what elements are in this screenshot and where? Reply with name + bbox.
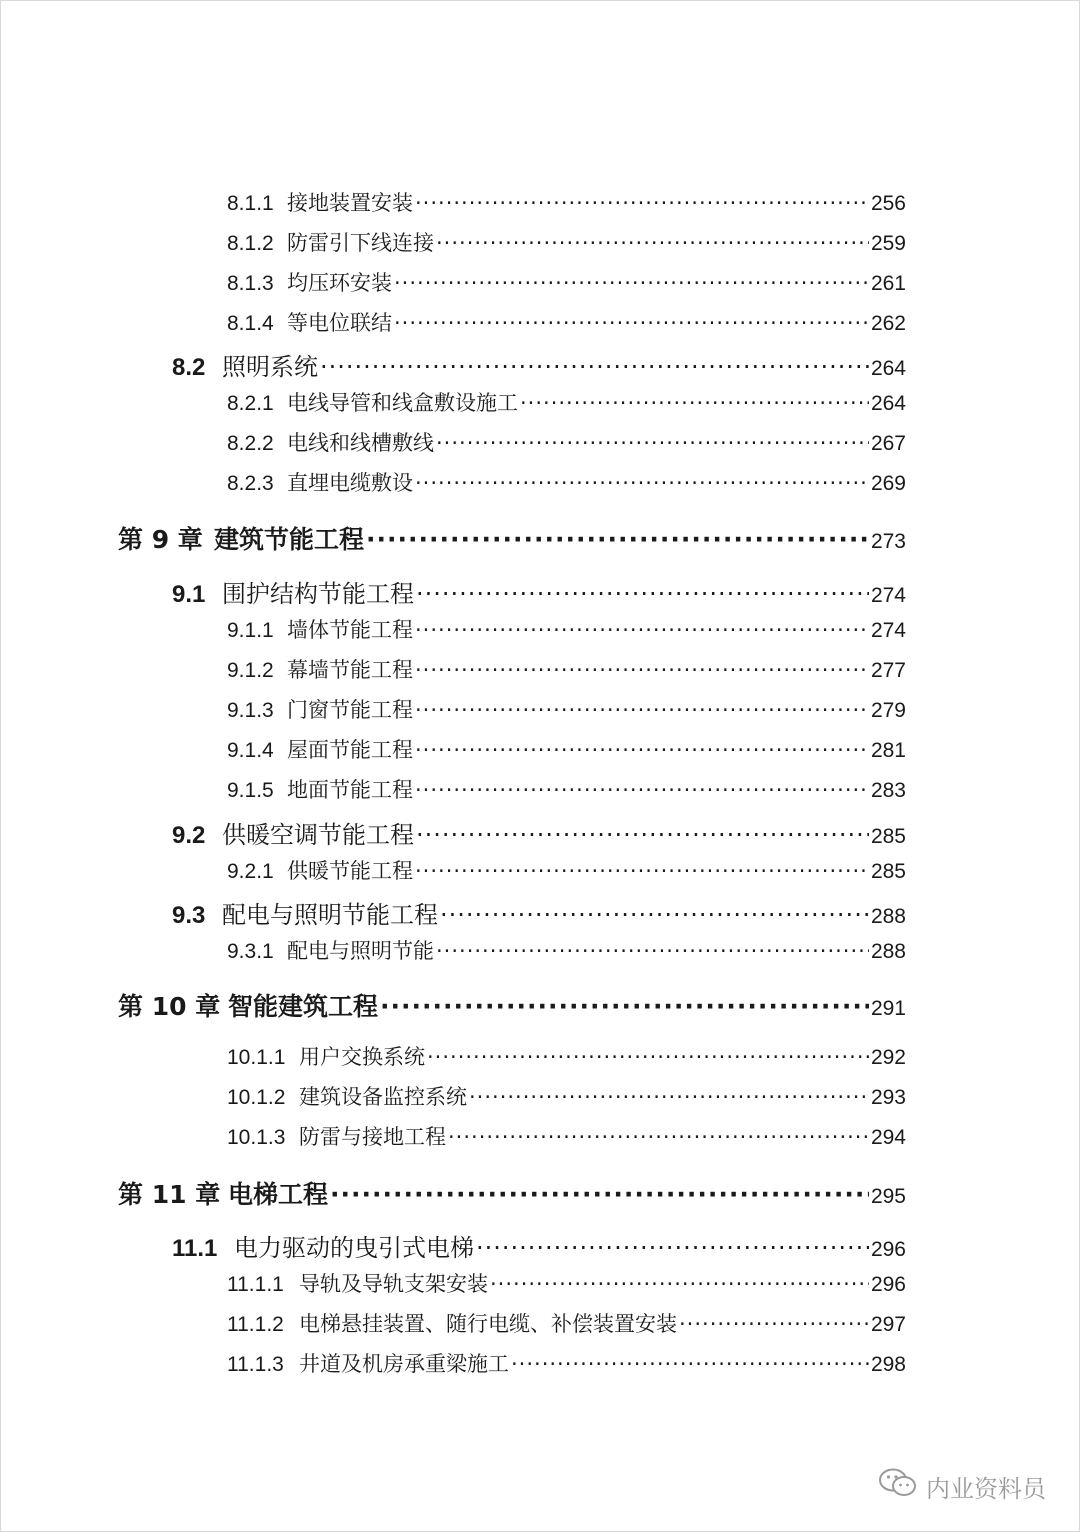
toc-entry-number: 9.1.2: [227, 659, 274, 682]
toc-entry-number: 9.3: [172, 902, 206, 929]
toc-entry-number: 8.1.1: [227, 192, 274, 215]
dot-leader: [330, 1180, 869, 1209]
toc-entry-page: 296: [870, 1238, 906, 1261]
toc-entry-number: 第 9 章: [118, 525, 203, 554]
toc-entry-title: 电力驱动的曳引式电梯: [234, 1234, 474, 1262]
toc-entry-title: 电梯工程: [228, 1180, 329, 1209]
toc-entry[interactable]: [227, 307, 906, 337]
toc-entry[interactable]: [227, 1041, 906, 1071]
toc-entry-number: 11.1.1: [227, 1273, 284, 1296]
toc-entry[interactable]: [227, 467, 906, 497]
dot-leader: [436, 231, 869, 255]
toc-entry-number: 10.1.3: [227, 1126, 286, 1149]
toc-entry[interactable]: [227, 694, 906, 724]
toc-entry-title: 导轨及导轨支架安装: [299, 1272, 488, 1296]
dot-leader: [415, 738, 869, 762]
dot-leader: [394, 271, 869, 295]
toc-entry-number: 9.1.4: [227, 739, 274, 762]
dot-leader: [320, 353, 869, 381]
toc-entry-number: 9.1: [172, 581, 206, 608]
toc-entry-number: 第 10 章: [118, 992, 221, 1021]
toc-entry-page: 259: [870, 232, 906, 255]
toc-entry-title: 均压环安装: [287, 271, 392, 295]
toc-entry-number: 8.1.2: [227, 232, 274, 255]
toc-entry[interactable]: [227, 1081, 906, 1111]
toc-entry-page: 274: [870, 619, 906, 642]
dot-leader: [679, 1312, 869, 1336]
toc-entry-title: 建筑设备监控系统: [299, 1085, 467, 1109]
toc-entry-title: 智能建筑工程: [228, 992, 379, 1021]
toc-entry-title: 电线和线槽敷线: [287, 431, 434, 455]
toc-entry[interactable]: [227, 855, 906, 885]
watermark-text: 内业资料员: [926, 1474, 1046, 1503]
toc-entry-number: 8.2: [172, 354, 206, 381]
dot-leader: [476, 1234, 869, 1262]
toc-entry-page: 295: [870, 1185, 906, 1208]
toc-entry[interactable]: [118, 987, 906, 1023]
toc-entry-title: 等电位联结: [287, 311, 392, 335]
toc-entry-page: 293: [870, 1086, 906, 1109]
toc-entry-number: 8.2.1: [227, 392, 274, 415]
toc-entry-number: 9.1.1: [227, 619, 274, 642]
dot-leader: [415, 658, 869, 682]
toc-entry-title: 墙体节能工程: [287, 618, 413, 642]
toc-entry-page: 281: [870, 739, 906, 762]
toc-entry[interactable]: [227, 387, 906, 417]
toc-entry-page: 267: [870, 432, 906, 455]
toc-entry-number: 9.2.1: [227, 860, 274, 883]
toc-entry-number: 11.1: [172, 1235, 218, 1262]
toc-entry-page: 277: [870, 659, 906, 682]
dot-leader: [440, 901, 869, 929]
toc-entry-page: 274: [870, 584, 906, 607]
toc-entry[interactable]: [227, 654, 906, 684]
toc-entry[interactable]: [227, 614, 906, 644]
toc-entry-number: 11.1.3: [227, 1353, 284, 1376]
toc-entry-page: 261: [870, 272, 906, 295]
dot-leader: [416, 580, 869, 608]
toc-entry-page: 288: [870, 940, 906, 963]
toc-entry-page: 285: [870, 860, 906, 883]
toc-entry[interactable]: [227, 1268, 906, 1298]
toc-entry[interactable]: [227, 427, 906, 457]
dot-leader: [520, 391, 869, 415]
toc-entry-number: 8.2.3: [227, 472, 274, 495]
toc-entry-number: 8.1.3: [227, 272, 274, 295]
toc-entry-title: 屋面节能工程: [287, 738, 413, 762]
toc-entry-page: 285: [870, 825, 906, 848]
toc-entry-title: 门窗节能工程: [287, 698, 413, 722]
dot-leader: [415, 859, 869, 883]
dot-leader: [394, 311, 869, 335]
toc-entry-title: 幕墙节能工程: [287, 658, 413, 682]
dot-leader: [416, 821, 869, 849]
toc-entry[interactable]: [227, 1348, 906, 1378]
toc-entry[interactable]: [227, 734, 906, 764]
toc-entry-number: 10.1.1: [227, 1046, 286, 1069]
toc-entry[interactable]: [172, 895, 906, 930]
toc-entry-page: 262: [870, 312, 906, 335]
toc-entry-page: 279: [870, 699, 906, 722]
toc-entry-page: 291: [870, 997, 906, 1020]
dot-leader: [436, 431, 869, 455]
toc-entry-page: 273: [870, 530, 906, 553]
toc-entry-number: 8.2.2: [227, 432, 274, 455]
dot-leader: [415, 618, 869, 642]
dot-leader: [511, 1352, 869, 1376]
toc-entry-page: 269: [870, 472, 906, 495]
toc-entry-title: 井道及机房承重梁施工: [299, 1352, 509, 1376]
dot-leader: [415, 698, 869, 722]
toc-entry-page: 256: [870, 192, 906, 215]
dot-leader: [366, 525, 869, 554]
toc-entry-title: 配电与照明节能工程: [222, 901, 438, 929]
toc-entry[interactable]: [172, 574, 906, 609]
toc-entry[interactable]: [172, 815, 906, 850]
dot-leader: [415, 778, 869, 802]
toc-entry-number: 11.1.2: [227, 1313, 284, 1336]
toc-entry-title: 防雷与接地工程: [299, 1125, 446, 1149]
toc-entry-title: 直埋电缆敷设: [287, 471, 413, 495]
watermark: [878, 1467, 1046, 1505]
dot-leader: [469, 1085, 869, 1109]
toc-entry-title: 供暖节能工程: [287, 859, 413, 883]
toc-entry-title: 地面节能工程: [287, 778, 413, 802]
toc-entry-page: 264: [870, 392, 906, 415]
dot-leader: [415, 471, 869, 495]
toc-entry[interactable]: [118, 1175, 906, 1211]
toc-entry[interactable]: [172, 347, 906, 382]
toc-entry-page: 297: [870, 1313, 906, 1336]
toc-entry-title: 接地装置安装: [287, 191, 413, 215]
toc-entry-number: 8.1.4: [227, 312, 274, 335]
dot-leader: [427, 1045, 869, 1069]
wechat-icon: [878, 1467, 918, 1505]
toc-entry-number: 9.2: [172, 822, 206, 849]
toc-entry-page: 264: [870, 357, 906, 380]
dot-leader: [380, 992, 869, 1021]
toc-entry-title: 供暖空调节能工程: [222, 821, 414, 849]
toc-entry[interactable]: [172, 1228, 906, 1263]
toc-entry-title: 用户交换系统: [299, 1045, 425, 1069]
toc-entry-number: 10.1.2: [227, 1086, 286, 1109]
toc-entry[interactable]: [227, 935, 906, 965]
toc-entry[interactable]: [118, 520, 906, 556]
toc-entry-page: 298: [870, 1353, 906, 1376]
toc-entry-title: 围护结构节能工程: [222, 580, 414, 608]
toc-entry-page: 283: [870, 779, 906, 802]
toc-entry-title: 电线导管和线盒敷设施工: [287, 391, 518, 415]
toc-entry-page: 292: [870, 1046, 906, 1069]
toc-entry-number: 第 11 章: [118, 1180, 221, 1209]
toc-entry[interactable]: [227, 267, 906, 297]
toc-entry[interactable]: [227, 1308, 906, 1338]
dot-leader: [415, 191, 869, 215]
toc-entry[interactable]: [227, 227, 906, 257]
toc-entry-title: 配电与照明节能: [287, 939, 434, 963]
toc-entry-number: 9.1.5: [227, 779, 274, 802]
toc-entry[interactable]: [227, 187, 906, 217]
toc-entry-title: 建筑节能工程: [214, 525, 365, 554]
dot-leader: [436, 939, 869, 963]
toc-entry-title: 电梯悬挂装置、随行电缆、补偿装置安装: [299, 1312, 677, 1336]
toc-entry-page: 288: [870, 905, 906, 928]
toc-entry[interactable]: [227, 1121, 906, 1151]
toc-entry-page: 296: [870, 1273, 906, 1296]
toc-entry-title: 照明系统: [222, 353, 318, 381]
toc-entry-page: 294: [870, 1126, 906, 1149]
toc-entry-number: 9.1.3: [227, 699, 274, 722]
dot-leader: [490, 1272, 869, 1296]
toc-entry-title: 防雷引下线连接: [287, 231, 434, 255]
toc-entry[interactable]: [227, 774, 906, 804]
dot-leader: [448, 1125, 869, 1149]
toc-entry-number: 9.3.1: [227, 940, 274, 963]
